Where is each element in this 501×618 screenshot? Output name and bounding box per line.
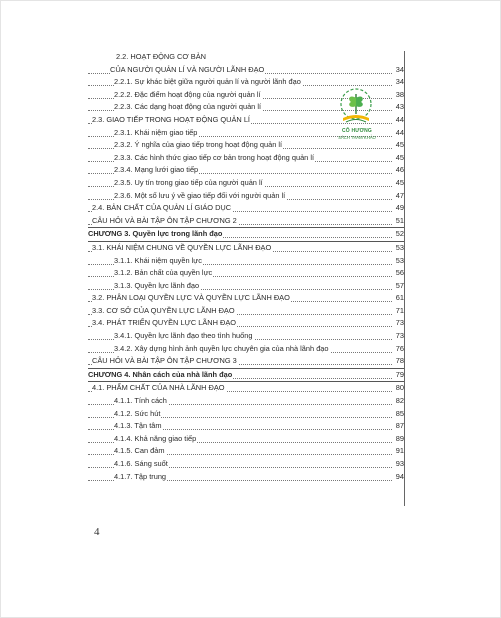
toc-entry[interactable]: 2.3.3. Các hình thức giao tiếp cơ bản trong hoạt động quản lí 45	[88, 152, 404, 165]
book-tree-icon	[333, 84, 379, 130]
toc-entry[interactable]: 3.1.2. Bản chất của quyền lực 56	[88, 267, 404, 280]
toc-entry[interactable]: 4.1.3. Tận tâm 87	[88, 420, 404, 433]
toc-entry[interactable]: 2.2. HOẠT ĐỘNG CƠ BẢN	[88, 51, 404, 64]
publisher-logo	[333, 84, 379, 144]
toc-entry[interactable]: 3.1.1. Khái niệm quyền lực 53	[88, 255, 404, 268]
toc-entry[interactable]: 4.1.2. Sức hút 85	[88, 408, 404, 421]
toc-entry[interactable]: 4.1. PHẨM CHẤT CỦA NHÀ LÃNH ĐẠO 80	[88, 382, 404, 395]
page-number: 4	[94, 526, 100, 538]
toc-entry[interactable]: 4.1.6. Sáng suốt 93	[88, 458, 404, 471]
toc-entry[interactable]: 3.1.3. Quyền lực lãnh đạo 57	[88, 280, 404, 293]
toc-entry[interactable]: 2.4. BẢN CHẤT CỦA QUẢN LÍ GIÁO DỤC 49	[88, 202, 404, 215]
toc-entry[interactable]: 4.1.7. Tập trung 94	[88, 471, 404, 484]
page-number-column-rule	[404, 51, 405, 506]
toc-entry[interactable]: 4.1.4. Khả năng giao tiếp 89	[88, 433, 404, 446]
toc-entry[interactable]: 3.2. PHÂN LOẠI QUYỀN LỰC VÀ QUYỀN LỰC LÃNH ĐẠO 61	[88, 292, 404, 305]
toc-entry[interactable]: 3.3. CƠ SỞ CỦA QUYỀN LỰC LÃNH ĐẠO 71	[88, 305, 404, 318]
toc-entry[interactable]: 2.2.3. Các dạng hoạt động của người quản lí 43	[88, 101, 404, 114]
toc-chapter-3[interactable]: CHƯƠNG 3. Quyền lực trong lãnh đạo 52	[88, 228, 404, 241]
toc-entry[interactable]: 2.3. GIAO TIẾP TRONG HOẠT ĐỘNG QUẢN LÍ 44	[88, 114, 404, 127]
toc-entry[interactable]: 4.1.1. Tính cách 82	[88, 395, 404, 408]
toc-entry[interactable]: 2.2.1. Sự khác biệt giữa người quản lí và người lãnh đạo 34	[88, 76, 404, 89]
toc-entry[interactable]: 2.2.2. Đặc điểm hoạt động của người quản lí 38	[88, 89, 404, 102]
toc-entry[interactable]: CÂU HỎI VÀ BÀI TẬP ÔN TẬP CHƯƠNG 2 51	[88, 215, 404, 228]
toc-entry[interactable]: CÂU HỎI VÀ BÀI TẬP ÔN TẬP CHƯƠNG 3 78	[88, 355, 404, 368]
toc-entry[interactable]: 3.1. KHÁI NIỆM CHUNG VỀ QUYỀN LỰC LÃNH ĐẠO 53	[88, 242, 404, 255]
toc-entry[interactable]: 2.3.5. Uy tín trong giao tiếp của người quản lí 45	[88, 177, 404, 190]
toc-chapter-4[interactable]: CHƯƠNG 4. Nhân cách của nhà lãnh đạo 79	[88, 369, 404, 382]
toc-entry[interactable]: 2.3.2. Ý nghĩa của giao tiếp trong hoạt động quản lí 45	[88, 139, 404, 152]
toc-entry[interactable]: 3.4. PHÁT TRIỂN QUYỀN LỰC LÃNH ĐẠO 73	[88, 317, 404, 330]
toc-entry[interactable]: CỦA NGƯỜI QUẢN LÍ VÀ NGƯỜI LÃNH ĐẠO 34	[88, 64, 404, 77]
toc-entry[interactable]: 3.4.2. Xây dựng hình ảnh quyền lực chuyên gia của nhà lãnh đạo 76	[88, 343, 404, 356]
toc-entry[interactable]: 2.3.1. Khái niệm giao tiếp 44	[88, 127, 404, 140]
brand-name: CÔ HƯƠNG	[341, 128, 372, 134]
toc-entry[interactable]: 4.1.5. Can đảm 91	[88, 445, 404, 458]
toc-entry[interactable]: 2.3.6. Một số lưu ý về giao tiếp đối với người quản lí 47	[88, 190, 404, 203]
toc-entry[interactable]: 2.3.4. Mạng lưới giao tiếp 46	[88, 164, 404, 177]
brand-tagline: SÁCH THAM KHẢO	[338, 135, 376, 140]
toc-entry[interactable]: 3.4.1. Quyền lực lãnh đạo theo tình huống 73	[88, 330, 404, 343]
